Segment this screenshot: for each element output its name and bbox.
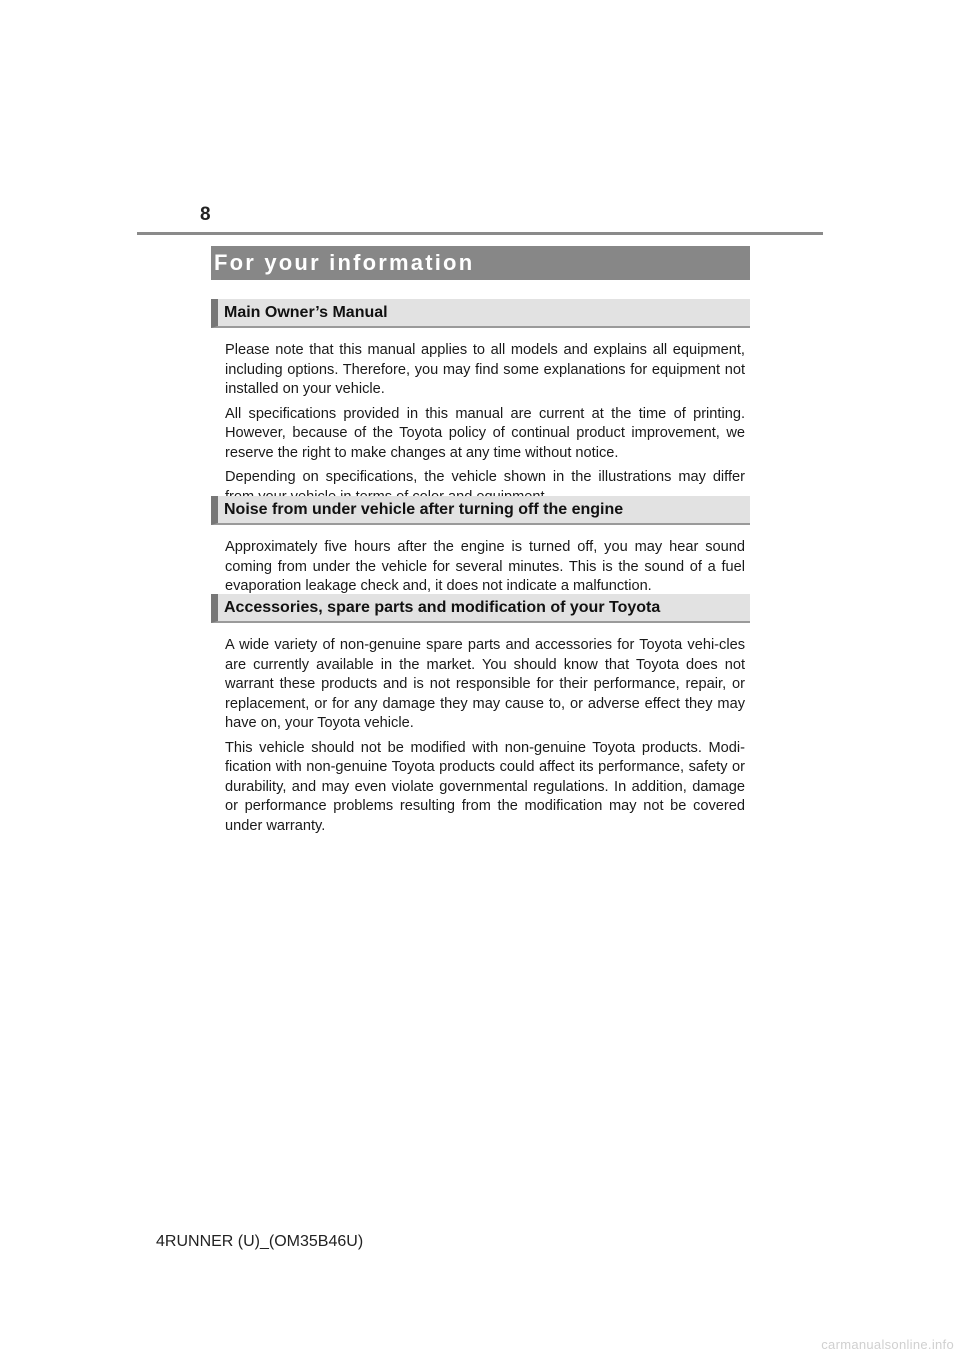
page-title-bar (211, 246, 750, 280)
section-body-main-owners-manual (225, 341, 745, 512)
section-heading-accessories-spare-parts (211, 594, 750, 623)
section-body-accessories-spare-parts (225, 636, 745, 841)
section-heading-main-owners-manual (211, 299, 750, 328)
paragraph: All specifications provided in this manual are current at the time of printing. However, because of the Toyota policy of continual product improvement, we reserve the right to make changes at any time without notice. (225, 405, 745, 461)
section-body-noise-under-vehicle (225, 538, 745, 602)
watermark: carmanualsonline.info (821, 1337, 954, 1352)
paragraph: Approximately five hours after the engine is turned off, you may hear sound coming from under the vehicle for several minutes. This is the sound of a fuel evaporation leakage check and, it does not indicate a malfunction. (225, 539, 745, 594)
section-heading-label: Main Owner’s Manual (224, 303, 388, 321)
footer-model-code: 4RUNNER (U)_(OM35B46U) (156, 1233, 364, 1250)
section-heading-label: Noise from under vehicle after turning off the engine (224, 500, 624, 518)
section-heading-label: Accessories, spare parts and modification of your Toyota (224, 598, 661, 616)
header-rule (137, 232, 823, 235)
paragraph: Please note that this manual applies to all models and explains all equipment, including options. Therefore, you may find some explanations for equipment not installed on your vehicle. (225, 342, 745, 397)
paragraph: This vehicle should not be modified with non-genuine Toyota products. Modi-fication with non-genuine Toyota products could affect its performance, safety or durability, and may even violate governmental regulations. In addition, damage or performance problems resulting from the modification may not be covered under warranty. (225, 739, 745, 834)
paragraph: Depending on specifications, the vehicle shown in the illustrations may differ (225, 469, 745, 485)
paragraph: A wide variety of non-genuine spare parts and accessories for Toyota vehi-cles are currently available in the market. You should know that Toyota does not warrant these products and is not responsible for their performance, repair, or replacement, or for any damage they may cause to, or adverse effect they may have on, your Toyota vehicle. (225, 637, 745, 731)
section-heading-noise-under-vehicle (211, 496, 750, 525)
page-number: 8 (200, 204, 211, 225)
page-title: For your information (214, 250, 475, 275)
